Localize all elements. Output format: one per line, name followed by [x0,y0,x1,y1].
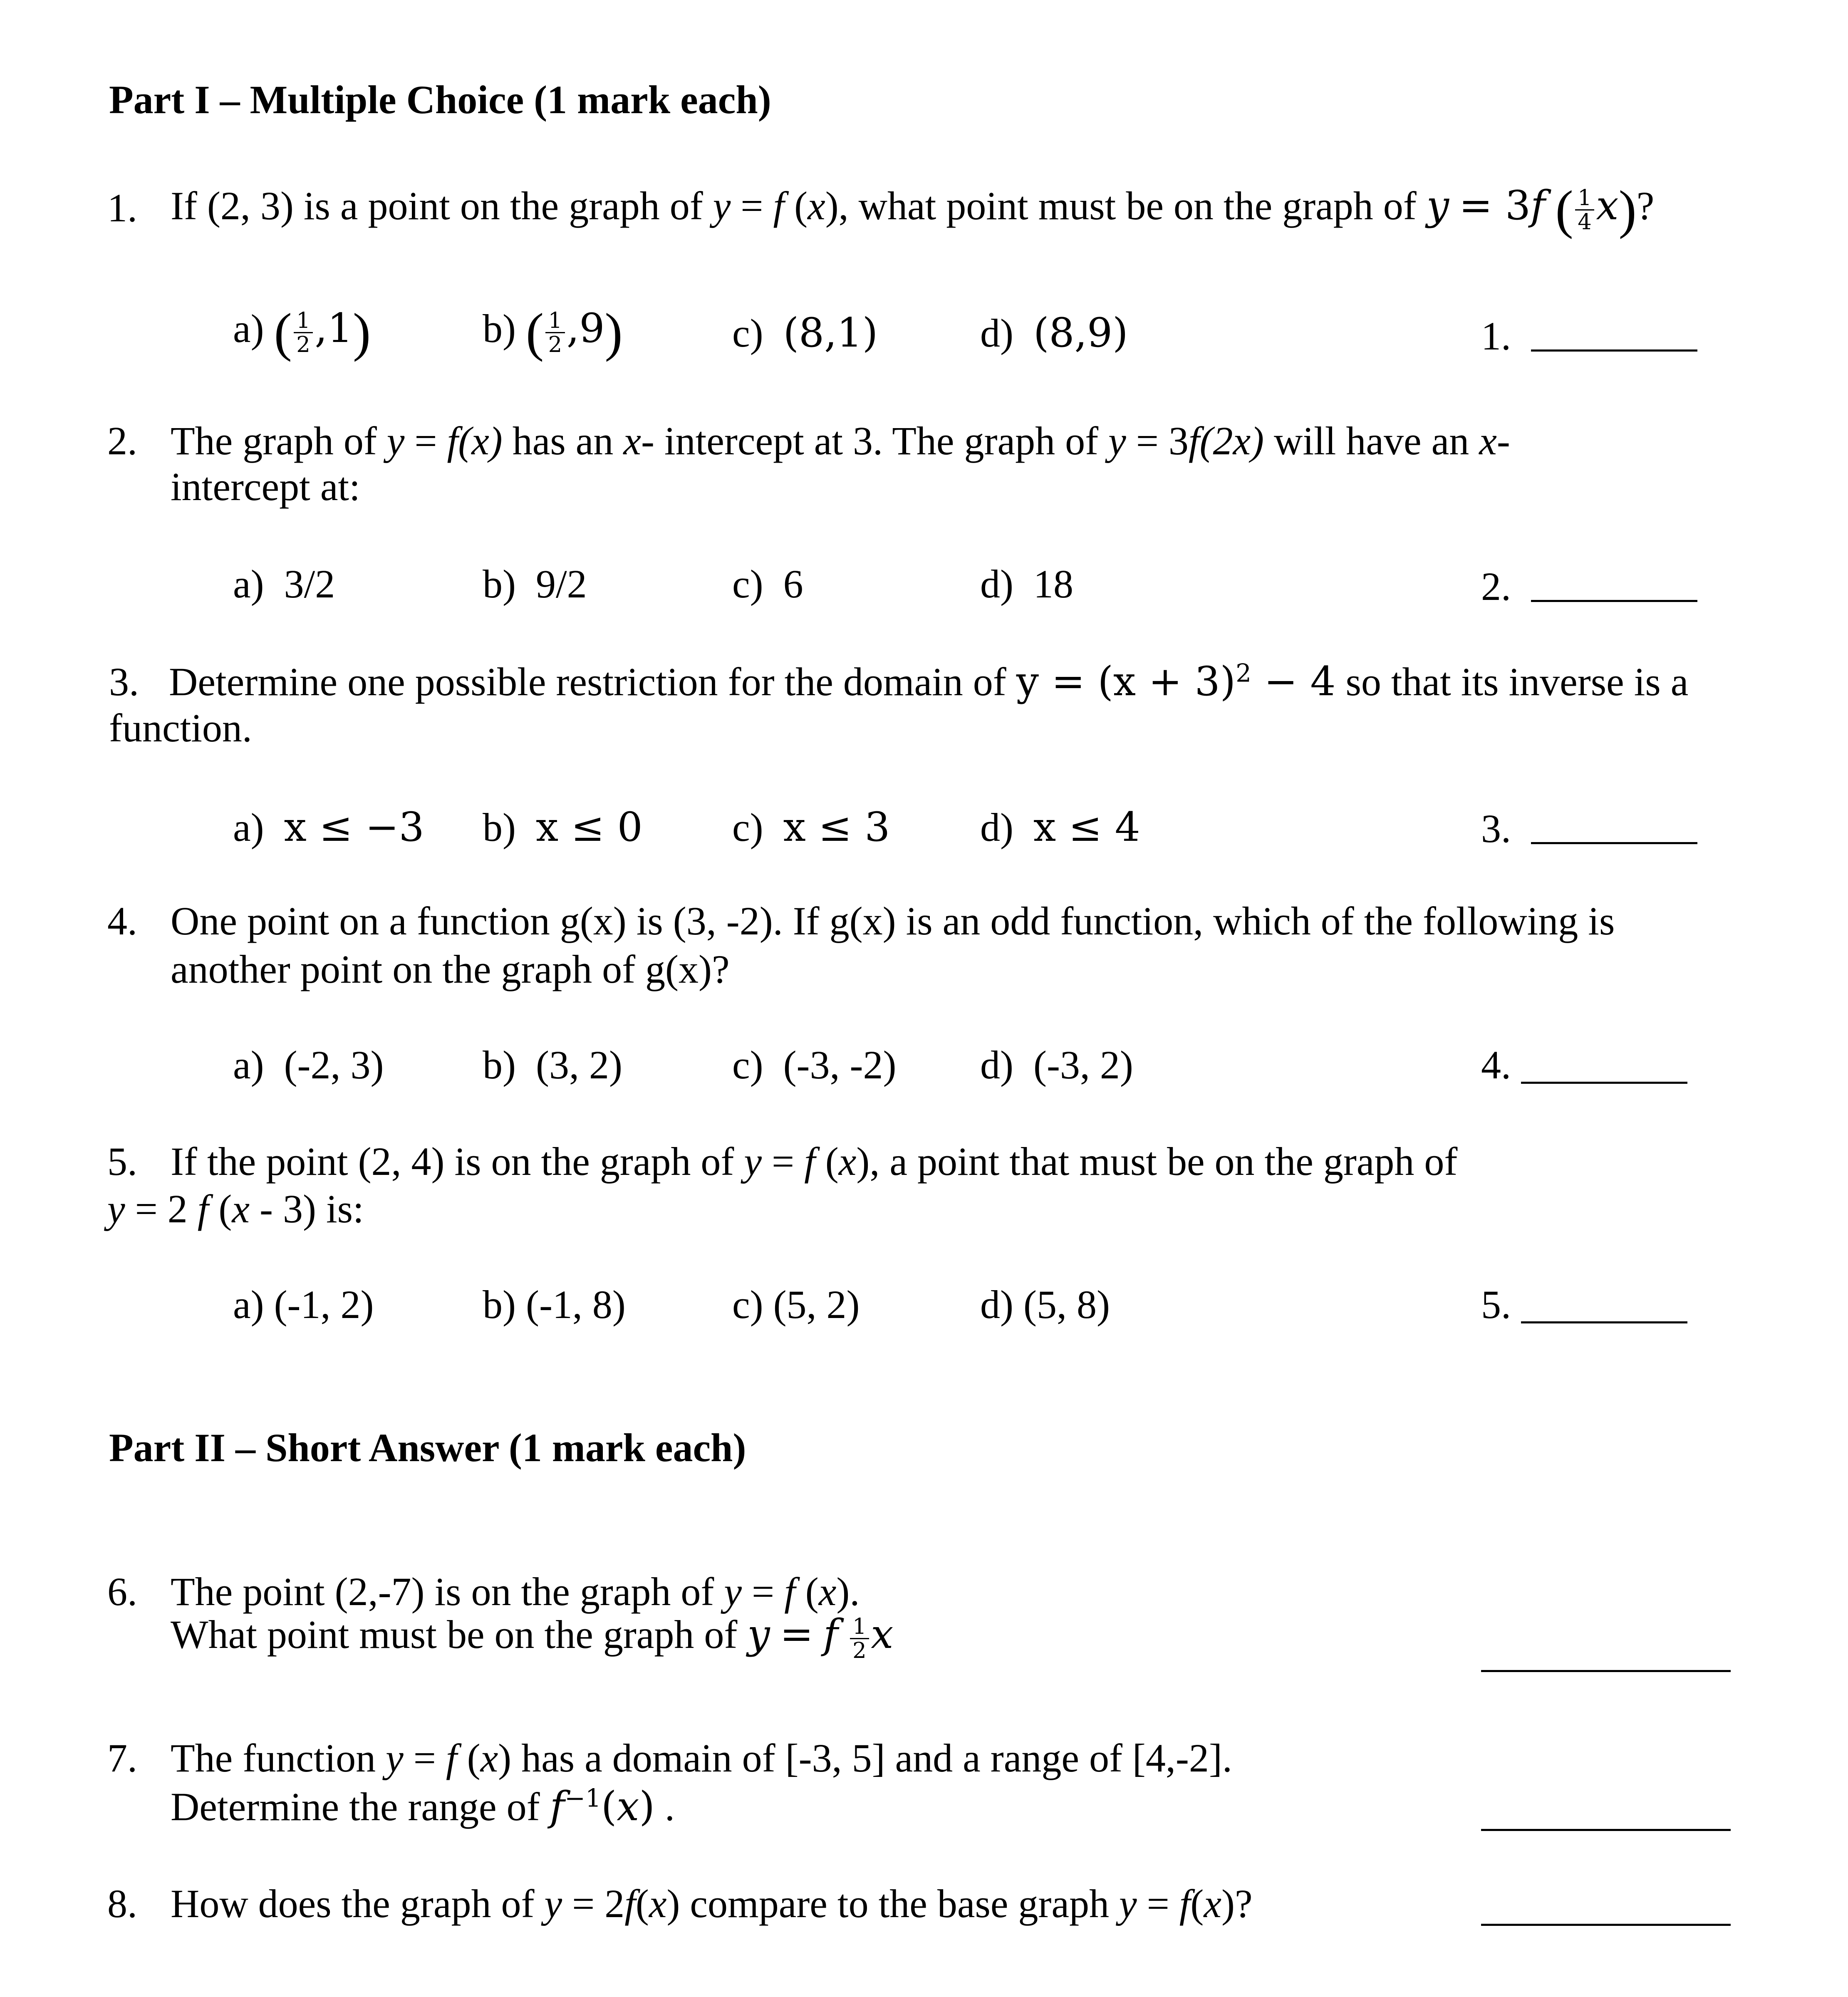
q2-number: 2. [107,419,137,463]
q5-option-d[interactable]: d) (5, 8) [980,1282,1110,1327]
q2-option-a[interactable]: a) 3/2 [233,562,335,606]
q2-option-b[interactable]: b) 9/2 [483,562,587,606]
q1-option-c[interactable]: c) (8,1) [732,310,878,356]
q1-option-a[interactable]: a) ( $\frac{1}{2}$ ,1) [233,303,371,362]
q1-number: 1. [107,186,137,230]
q1-text: If (2, 3) is a point on the graph of y = f (x), what point must be on the graph of y = 3f ( $\frac{1}{4}$ x)? [171,180,1655,240]
q7-number: 7. [107,1736,137,1780]
q1-option-b[interactable]: b) ( $\frac{1}{2}$ ,9) [483,303,623,362]
q5-option-b[interactable]: b) (-1, 8) [483,1282,626,1327]
q4-option-d[interactable]: d) (-3, 2) [980,1043,1133,1087]
q1-option-d[interactable]: d) (8,9) [980,310,1128,356]
q4-option-c[interactable]: c) (-3, -2) [732,1043,897,1087]
q4-answer-label: 4. [1481,1043,1511,1087]
q6-number: 6. [107,1569,137,1614]
q4-line2: another point on the graph of g(x)? [171,947,730,991]
q3-line1: 3. Determine one possible restriction for the domain of $y = (x + 3)^2 - 4$ so that its inverse is a [109,658,1689,705]
part2-heading: Part II – Short Answer (1 mark each) [109,1425,746,1470]
q4-answer-blank[interactable] [1521,1082,1687,1084]
q2-answer-label: 2. [1481,564,1511,609]
q2-line2: intercept at: [171,464,360,509]
q2-option-d[interactable]: d) 18 [980,562,1073,606]
q1-text-a: If (2, 3) is a point on the graph of [171,183,703,228]
q5-answer-label: 5. [1481,1282,1511,1327]
q3-answer-label: 3. [1481,806,1511,851]
q7-line2: Determine the range of $f^{-1}(x)$ . [171,1783,675,1830]
q2-option-c[interactable]: c) 6 [732,562,803,606]
q8-answer-blank[interactable] [1481,1924,1731,1926]
q6-line2: What point must be on the graph of y = f $\frac{1}{2}$ x [171,1611,894,1664]
q1-text-b: what point must be on the graph of [858,183,1417,228]
q2-line1: The graph of y = f(x) has an x- intercept at 3. The graph of y = 3f(2x) will have an x- [171,419,1510,463]
q4-number: 4. [107,899,137,943]
q2-answer-blank[interactable] [1531,600,1697,602]
q3-line2: function. [109,706,252,750]
q3-answer-blank[interactable] [1531,842,1697,844]
q8-text: How does the graph of y = 2f(x) compare to the base graph y = f(x)? [171,1881,1253,1926]
q3-option-c[interactable]: c) x ≤ 3 [732,804,890,850]
q8-number: 8. [107,1881,137,1926]
q5-number: 5. [107,1139,137,1184]
q6-line1: The point (2,-7) is on the graph of y = f (x). [171,1569,860,1614]
q7-answer-blank[interactable] [1481,1829,1731,1831]
q5-answer-blank[interactable] [1521,1321,1687,1323]
q3-option-d[interactable]: d) x ≤ 4 [980,804,1140,850]
q1-answer-label: 1. [1481,314,1511,358]
q6-answer-blank[interactable] [1481,1670,1731,1672]
q4-option-a[interactable]: a) (-2, 3) [233,1043,384,1087]
q1-answer-blank[interactable] [1531,349,1697,352]
q7-line1: The function y = f (x) has a domain of [-3, 5] and a range of [4,-2]. [171,1736,1232,1780]
q5-option-c[interactable]: c) (5, 2) [732,1282,860,1327]
part1-heading: Part I – Multiple Choice (1 mark each) [109,77,771,122]
q5-line2: y = 2 f (x - 3) is: [107,1187,364,1231]
q3-option-a[interactable]: a) x ≤ −3 [233,804,424,850]
q4-option-b[interactable]: b) (3, 2) [483,1043,622,1087]
q4-line1: One point on a function g(x) is (3, -2). If g(x) is an odd function, which of the following is [171,899,1615,943]
q3-option-b[interactable]: b) x ≤ 0 [483,804,643,850]
q5-option-a[interactable]: a) (-1, 2) [233,1282,374,1327]
q5-line1: If the point (2, 4) is on the graph of y = f (x), a point that must be on the graph of [171,1139,1458,1184]
